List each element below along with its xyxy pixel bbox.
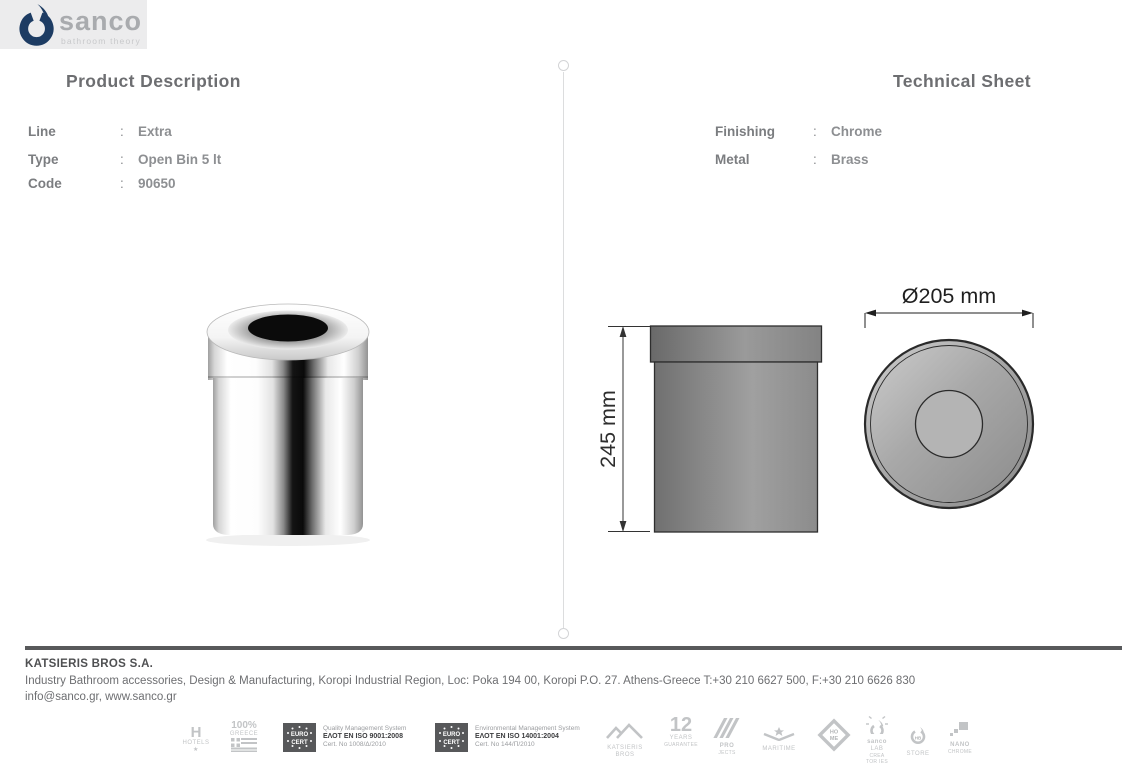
svg-text:HO: HO — [829, 729, 839, 736]
company-name: KATSIERIS BROS S.A. — [25, 658, 154, 670]
home-badge — [814, 718, 854, 757]
sancolab-line1: sanco — [867, 739, 887, 745]
projects-line1: PRO — [719, 743, 735, 749]
home-diamond-icon — [816, 718, 852, 752]
spec-value: Chrome — [831, 124, 883, 139]
greek-flag-icon — [231, 738, 257, 752]
store-label: STORE — [906, 751, 930, 757]
12-years-guarantee-badge — [660, 716, 702, 748]
colon: : — [120, 124, 124, 139]
iso-9001-certification — [283, 723, 406, 752]
spec-value: Brass — [831, 152, 869, 167]
sanco-drop-icon — [17, 4, 57, 48]
hotels-h-icon: H — [190, 724, 202, 741]
divider-circle-top — [558, 60, 569, 71]
column-divider — [563, 72, 564, 628]
cert1-number: Cert. No 1008/Δ/2010 — [323, 741, 386, 748]
colon: : — [813, 152, 817, 167]
product-description-title: Product Description — [66, 71, 241, 91]
lab-bulb-icon — [864, 712, 890, 734]
drawing-side-view — [595, 295, 835, 545]
sancolab-line2: LAB — [870, 746, 884, 752]
projects-badge — [708, 718, 746, 756]
sanco-lab-badge — [858, 712, 896, 765]
spec-row-code — [28, 176, 176, 191]
maritime-icon — [762, 727, 796, 741]
drawing-top-view — [853, 283, 1045, 545]
svg-text:CERT: CERT — [291, 740, 308, 746]
colon: : — [120, 152, 124, 167]
maritime-badge — [752, 727, 806, 753]
maritime-label: MARITIME — [762, 746, 796, 752]
svg-text:CERT: CERT — [443, 740, 460, 746]
colon: : — [120, 176, 124, 191]
sancolab-line3: CREA TOR IES — [865, 753, 888, 765]
logo-wordmark: sanco — [59, 6, 143, 36]
colon: : — [813, 124, 817, 139]
spec-label: Code — [28, 176, 62, 191]
hotels-label: HOTELS — [182, 740, 210, 746]
hotels-star-icon: ★ — [193, 747, 199, 753]
years-label: YEARS — [669, 735, 693, 741]
store-drop-icon — [907, 726, 929, 746]
katsieris-bros-badge — [596, 722, 654, 759]
greece-label: GREECE — [229, 731, 259, 737]
nano-pixels-icon — [949, 721, 971, 737]
technical-sheet-title: Technical Sheet — [893, 71, 1031, 91]
guarantee-label: GUARANTEE — [664, 742, 698, 748]
logo-tagline: bathroom theory — [61, 36, 141, 46]
slashes-icon — [712, 718, 742, 738]
company-contact[interactable]: info@sanco.gr, www.sanco.gr — [25, 691, 177, 703]
spec-value: Extra — [138, 124, 172, 139]
store-badge — [900, 726, 936, 758]
spec-row-finishing — [715, 124, 882, 139]
katsieris-line2: BROS — [615, 752, 635, 758]
greece-percent: 100% — [231, 720, 257, 731]
nano-line1: NANO — [950, 742, 970, 748]
spec-row-metal — [715, 152, 869, 167]
mountains-icon — [605, 722, 645, 740]
nano-chrome-badge — [938, 721, 982, 755]
svg-text:ME: ME — [829, 736, 839, 742]
made-in-greece-badge — [224, 721, 264, 757]
diameter-dimension-label: Ø205 mm — [901, 284, 997, 308]
years-number: 12 — [669, 714, 693, 736]
spec-row-type — [28, 152, 221, 167]
divider-circle-bottom — [558, 628, 569, 639]
projects-line2: JECTS — [718, 750, 736, 756]
svg-text:HB: HB — [914, 735, 922, 741]
company-address: Industry Bathroom accessories, Design & Manufacturing, Koropi Industrial Region, Loc: Poka 194 00, Koropi P.O. 27. Athens-Greece T:+30 210 6627 500, F:+30 210 6626 830 — [25, 675, 916, 687]
cert2-system: Environmental Management System — [475, 725, 580, 732]
cert2-number: Cert. No 144/Π/2010 — [475, 741, 535, 748]
hotels-badge — [178, 725, 214, 754]
eurocert-badge-icon — [283, 723, 316, 752]
product-photo-chrome-bin — [180, 272, 400, 558]
cert1-standard: ΕΛΟΤ EN ISO 9001:2008 — [323, 733, 403, 740]
eurocert-badge-icon — [435, 723, 468, 752]
spec-row-line — [28, 124, 172, 139]
katsieris-line1: KATSIERIS — [607, 745, 643, 751]
iso-14001-certification — [435, 723, 580, 752]
spec-value: 90650 — [138, 176, 176, 191]
cert2-standard: ΕΛΟΤ EN ISO 14001:2004 — [475, 733, 559, 740]
spec-label: Line — [28, 124, 56, 139]
spec-value: Open Bin 5 lt — [138, 152, 222, 167]
height-dimension-label: 245 mm — [596, 390, 620, 468]
cert1-system: Quality Management System — [323, 725, 407, 732]
spec-label: Metal — [715, 152, 750, 167]
svg-text:EURO: EURO — [290, 732, 309, 738]
logo — [0, 0, 147, 49]
svg-text:EURO: EURO — [442, 732, 461, 738]
spec-label: Finishing — [715, 124, 775, 139]
nano-line2: CHROME — [947, 749, 973, 755]
spec-label: Type — [28, 152, 59, 167]
footer-divider — [25, 646, 1122, 650]
